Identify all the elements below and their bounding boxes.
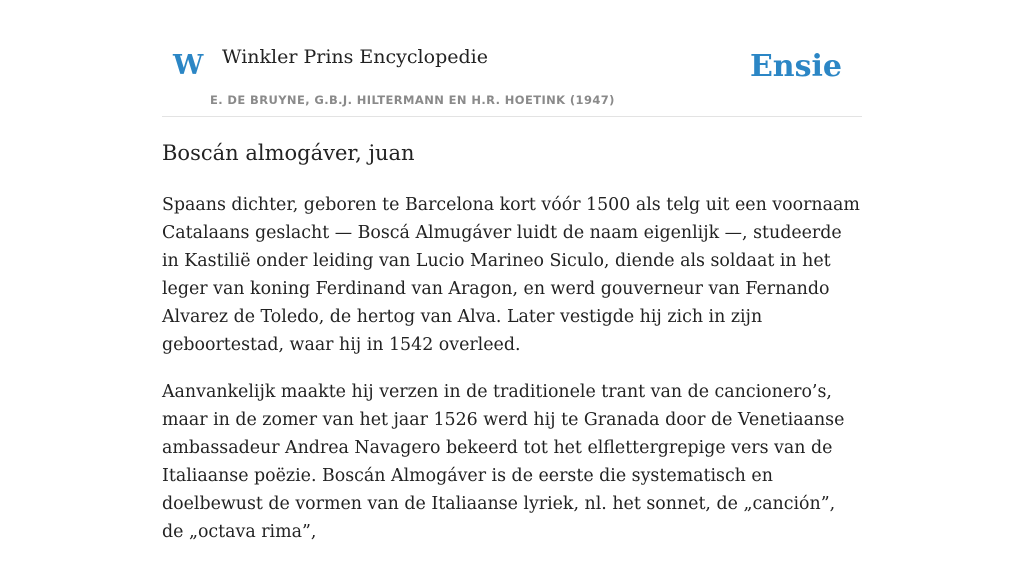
publication-logo[interactable]: W [173, 50, 204, 81]
ensie-logo[interactable]: Ensie [749, 49, 842, 84]
article-paragraph: Spaans dichter, geboren te Barcelona kort vóór 1500 als telg uit een voornaam Catalaans geslacht — Boscá Almugáver luidt de naam eigenlijk —, studeerde in Kastilië onder leiding van Lucio Marineo Siculo, diende als soldaat in het leger van koning Ferdinand van Aragon, en werd gouverneur van Fernando Alvarez de Toledo, de hertog van Alva. Later vestigde hij zich in zijn geboortestad, waar hij in 1542 overleed. [162, 195, 860, 355]
site-header [162, 0, 862, 117]
article-body [162, 191, 862, 565]
publication-title[interactable]: Winkler Prins Encyclopedie [222, 46, 488, 68]
publication-authors: E. DE BRUYNE, G.B.J. HILTERMANN EN H.R. HOETINK (1947) [210, 93, 615, 107]
article-title: Boscán almogáver, juan [162, 141, 415, 165]
article-paragraph: Aanvankelijk maakte hij verzen in de traditionele trant van de cancionero’s, maar in de zomer van het jaar 1526 werd hij te Granada door de Venetiaanse ambassadeur Andrea Navagero bekeerd tot het elflettergrepige vers van de Italiaanse poëzie. Boscán Almogáver is de eerste die systematisch en doelbewust de vormen van de Italiaanse lyriek, nl. het sonnet, de „canción”, de „octava rima”, [162, 382, 845, 542]
